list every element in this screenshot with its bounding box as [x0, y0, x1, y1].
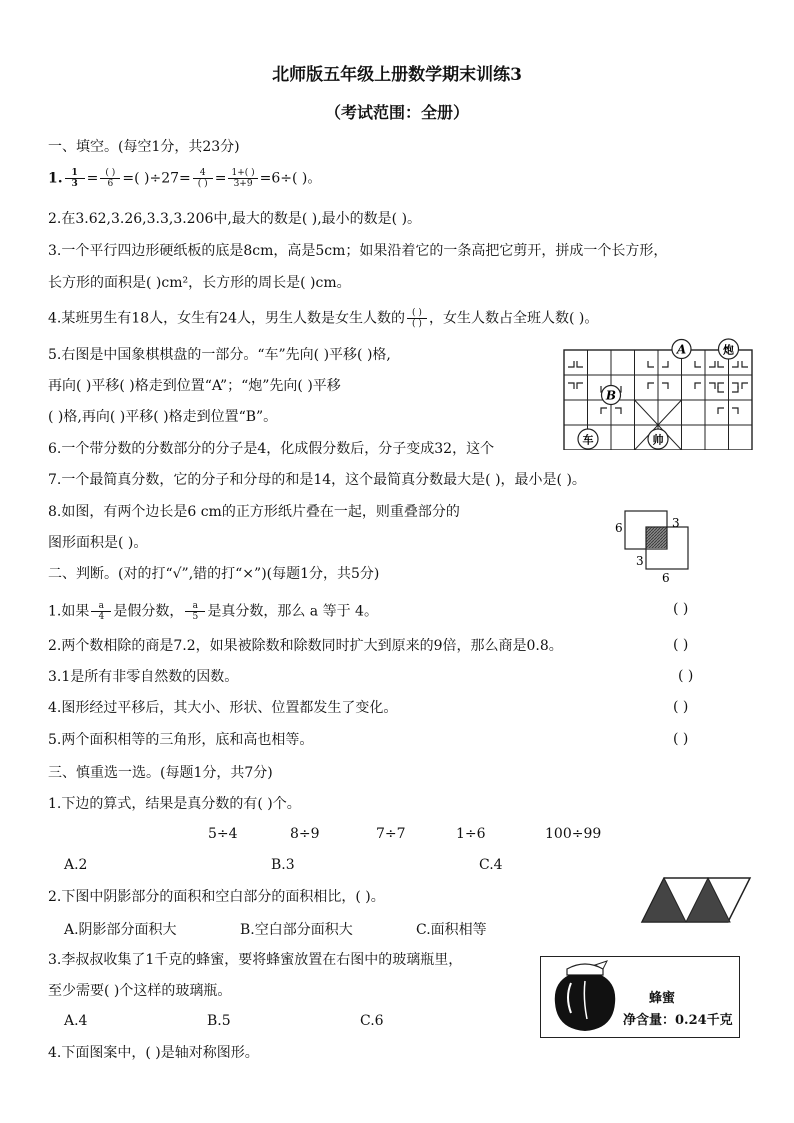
piece-che: [578, 429, 598, 449]
question-1-3a: 3.一个平行四边形硬纸板的底是8cm，高是5cm；如果沿着它的一条高把它剪开，拼成一个长方形，: [48, 243, 668, 259]
fraction-blank[interactable]: $\frac{4}{( )}$: [193, 168, 213, 189]
question-1-3b: 长方形的面积是( )cm²，长方形的周长是( )cm。: [48, 275, 351, 291]
expression: 7÷7: [376, 826, 406, 842]
honey-net-weight: 净含量：0.24千克: [623, 1013, 733, 1028]
side-label-bottom: 6: [662, 571, 670, 585]
option-c[interactable]: C.4: [479, 857, 503, 873]
question-3-3b: 至少需要( )个这样的玻璃瓶。: [48, 983, 232, 999]
fraction: $\frac{a}{4}$: [91, 601, 111, 622]
question-2-5: 5.两个面积相等的三角形，底和高也相等。: [48, 732, 314, 748]
svg-text:炮: 炮: [723, 343, 734, 357]
question-1-4: 4.某班男生有18人，女生有24人，男生人数是女生人数的 $\frac{( )}{( )}$ ，女生人数占全班人数( )。: [48, 308, 599, 329]
triangles-parallelogram-figure: [640, 876, 752, 924]
section1-heading: 一、填空。(每空1分，共23分): [48, 139, 240, 155]
svg-text:A: A: [676, 342, 687, 357]
answer-paren-2-2[interactable]: ( ): [673, 637, 689, 653]
expression: 5÷4: [208, 826, 238, 842]
fraction-blank[interactable]: $\frac{( )}{6}$: [100, 168, 120, 189]
option-b[interactable]: B.空白部分面积大: [240, 922, 353, 938]
q1-prefix: 1.: [48, 170, 63, 187]
question-1-8b: 图形面积是( )。: [48, 535, 148, 551]
fraction: $\frac{1}{3}$: [65, 168, 85, 189]
option-c[interactable]: C.6: [360, 1013, 384, 1029]
page-subtitle: （考试范围：全册）: [324, 103, 469, 122]
question-3-1: 1.下边的算式，结果是真分数的有( )个。: [48, 796, 301, 812]
option-a[interactable]: A.2: [64, 857, 88, 873]
honey-jar-figure: [540, 956, 740, 1038]
svg-text:B: B: [605, 388, 617, 403]
chess-board-figure: [556, 338, 756, 450]
page-title: 北师版五年级上册数学期末训练3: [272, 65, 522, 85]
piece-a: [672, 340, 691, 359]
option-b[interactable]: B.5: [207, 1013, 231, 1029]
question-1-5c: ( )格,再向( )平移( )格走到位置“B”。: [48, 409, 278, 425]
honey-label: 蜂蜜: [649, 991, 676, 1006]
option-a[interactable]: A.4: [64, 1013, 88, 1029]
piece-shuai: [648, 429, 668, 449]
svg-text:帅: 帅: [652, 433, 664, 447]
question-2-3: 3.1是所有非零自然数的因数。: [48, 669, 239, 685]
fraction-blank[interactable]: $\frac{( )}{( )}$: [407, 308, 427, 329]
overlapping-squares-figure: [606, 510, 706, 586]
question-2-2: 2.两个数相除的商是7.2，如果被除数和除数同时扩大到原来的9倍，那么商是0.8。: [48, 638, 563, 654]
question-2-1: 1.如果 $\frac{a}{4}$ 是假分数， $\frac{a}{5}$ 是真分数，那么 a 等于 4。: [48, 601, 378, 622]
piece-b: [602, 386, 621, 405]
question-1-7: 7.一个最简真分数，它的分子和分母的和是14，这个最简真分数最大是( )，最小是( )。: [48, 472, 586, 488]
answer-paren-2-5[interactable]: ( ): [673, 731, 689, 747]
svg-text:车: 车: [582, 433, 594, 447]
question-1-5b: 再向( )平移( )格走到位置“A”；“炮”先向( )平移: [48, 378, 341, 394]
question-1-2: 2.在3.62,3.26,3.3,3.206中,最大的数是( ),最小的数是( )。: [48, 211, 422, 227]
question-1-6: 6.一个带分数的分数部分的分子是4，化成假分数后，分子变成32，这个: [48, 441, 495, 457]
fraction: $\frac{a}{5}$: [185, 601, 205, 622]
expression: 1÷6: [456, 826, 486, 842]
answer-paren-2-3[interactable]: ( ): [678, 668, 694, 684]
question-3-4: 4.下面图案中，( )是轴对称图形。: [48, 1045, 259, 1061]
side-label-mid: 3: [636, 554, 644, 568]
question-1-8a: 8.如图，有两个边长是6 cm的正方形纸片叠在一起，则重叠部分的: [48, 504, 460, 520]
question-1-1: 1. $\frac{1}{3}$ = $\frac{( )}{6}$ =( )÷27= $\frac{4}{( )}$ = $\frac{1+( )}{3+9}$ =6÷( )。: [48, 168, 322, 189]
question-2-4: 4.图形经过平移后，其大小、形状、位置都发生了变化。: [48, 700, 398, 716]
section2-heading: 二、判断。(对的打“√”,错的打“×”)(每题1分，共5分): [48, 566, 380, 582]
side-label-top: 3: [672, 516, 680, 530]
piece-pao: [719, 339, 739, 359]
honey-jar-icon: [545, 957, 625, 1035]
question-3-2: 2.下图中阴影部分的面积和空白部分的面积相比，( )。: [48, 889, 385, 905]
answer-paren-2-4[interactable]: ( ): [673, 699, 689, 715]
question-3-3a: 3.李叔叔收集了1千克的蜂蜜，要将蜂蜜放置在右图中的玻璃瓶里，: [48, 952, 463, 968]
expression: 8÷9: [290, 826, 320, 842]
option-b[interactable]: B.3: [271, 857, 295, 873]
side-label-left: 6: [615, 521, 623, 535]
answer-paren-2-1[interactable]: ( ): [673, 601, 689, 617]
fraction-blank[interactable]: $\frac{1+( )}{3+9}$: [228, 168, 257, 189]
option-c[interactable]: C.面积相等: [416, 922, 487, 938]
question-1-5a: 5.右图是中国象棋棋盘的一部分。“车”先向( )平移( )格,: [48, 347, 391, 363]
expression: 100÷99: [545, 826, 602, 842]
section3-heading: 三、慎重选一选。(每题1分，共7分): [48, 765, 273, 781]
option-a[interactable]: A.阴影部分面积大: [64, 922, 177, 938]
